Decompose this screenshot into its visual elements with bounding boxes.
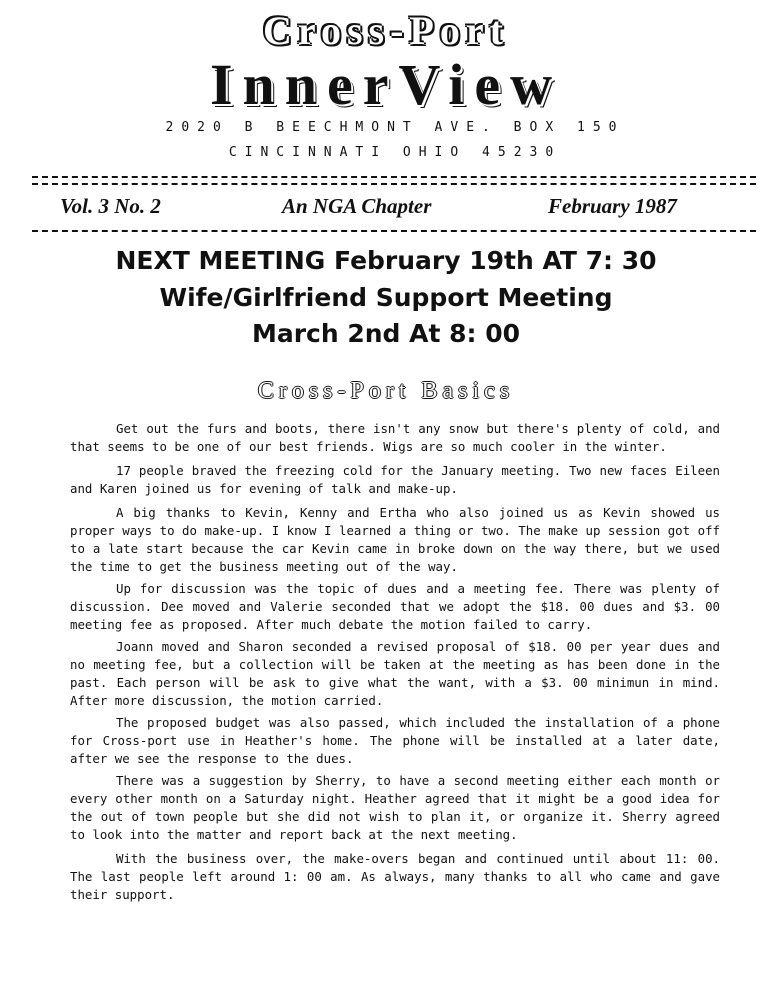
paragraph: Up for discussion was the topic of dues and a meeting fee. There was plenty of discussion. Dee moved and Valerie seconded that we adopt the $18. 00 dues and $3. 00 meeting fee as proposed. After much debate the motion failed to carry. xyxy=(70,581,720,632)
divider-bottom xyxy=(32,230,756,232)
paragraph: Get out the furs and boots, there isn't any snow but there's plenty of cold, and that seems to be one of our best friends. Wigs are so much cooler in the winter. xyxy=(70,421,720,454)
masthead-title-line2: InnerView xyxy=(209,52,563,117)
issue-date: February 1987 xyxy=(548,194,677,218)
paragraph: Joann moved and Sharon seconded a revised proposal of $18. 00 per year dues and no meeting fee, but a collection will be taken at the meeting as has been done in the past. Each person will be ask to give what the want, with a $3. 00 minimun in mind. After more discussion, the motion carried. xyxy=(70,639,720,708)
headline-next-meeting: NEXT MEETING February 19th AT 7: 30 xyxy=(115,246,657,275)
headline-support-date: March 2nd At 8: 00 xyxy=(251,319,521,348)
paragraph: A big thanks to Kevin, Kenny and Ertha who also joined us as Kevin showed us proper ways to do make-up. I know I learned a thing or two. The make up session got off to a late start because the car Kevin came in broke down on the way there, but we used the time to get the business meeting out of the way. xyxy=(70,505,720,574)
address-street: 2020 B BEECHMONT AVE. BOX 150 xyxy=(165,120,625,135)
headline-support-meeting: Wife/Girlfriend Support Meeting xyxy=(159,283,613,312)
section-title: Cross-Port Basics xyxy=(257,378,515,404)
paragraph: There was a suggestion by Sherry, to have a second meeting either each month or every other month on a Saturday night. Heather agreed that it might be a good idea for the out of town people but she did not wish to plan it, or organize it. Sherry agreed to look into the matter and report back at the next meeting. xyxy=(70,773,720,842)
paragraph: With the business over, the make-overs began and continued until about 11: 00. The last people left around 1: 00 am. As always, many thanks to all who came and gave their support. xyxy=(70,851,720,902)
chapter-label: An NGA Chapter xyxy=(282,194,432,218)
paragraph: The proposed budget was also passed, which included the installation of a phone for Cross-port use in Heather's home. The phone will be installed at a later date, after we see the response to the dues. xyxy=(70,715,720,766)
paragraph: 17 people braved the freezing cold for the January meeting. Two new faces Eileen and Karen joined us for evening of talk and make-up. xyxy=(70,463,720,496)
divider-top-2 xyxy=(32,183,756,185)
masthead-title-line1: Cross-Port xyxy=(263,8,509,53)
address-city: CINCINNATI OHIO 45230 xyxy=(228,145,562,160)
divider-top-1 xyxy=(32,176,756,178)
volume-issue: Vol. 3 No. 2 xyxy=(60,194,161,218)
